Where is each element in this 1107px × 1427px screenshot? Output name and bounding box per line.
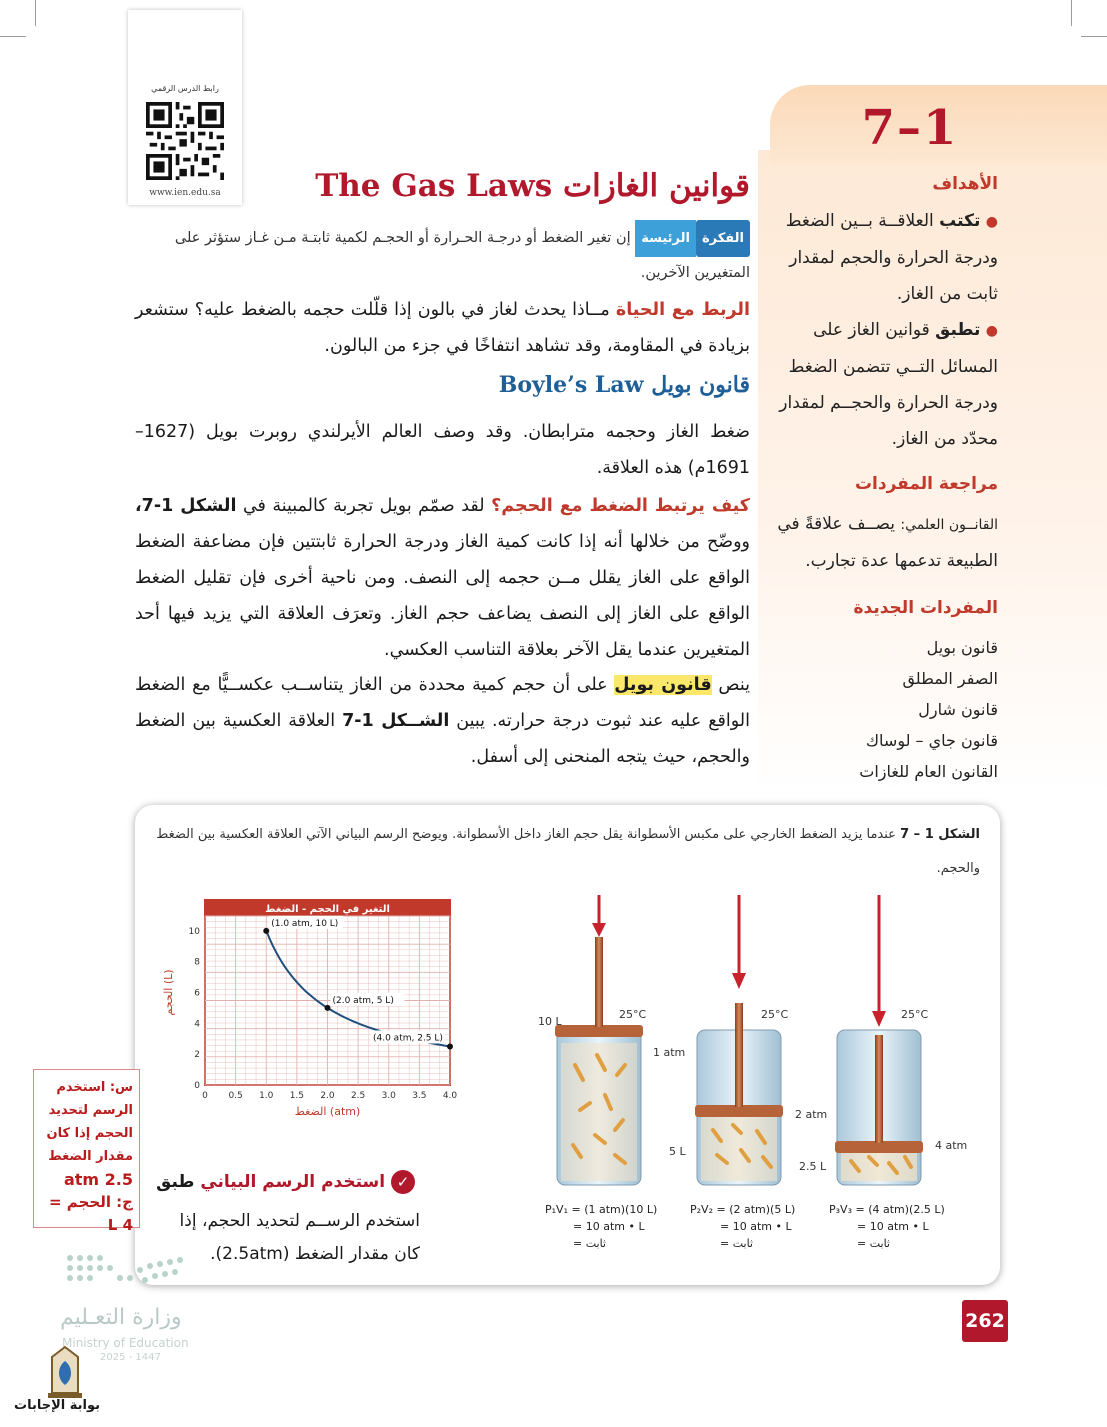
data-point	[447, 1043, 453, 1049]
use-graph-verb: استخدم	[321, 1172, 386, 1192]
x-tick-label: 2.0	[320, 1091, 335, 1101]
checkmark-icon: ✓	[391, 1170, 415, 1194]
vocab-item[interactable]: القانون العام للغازات	[859, 762, 998, 781]
paragraph-text: ووضّح من خلالها أنه إذا كانت كمية الغاز ودرجة الحرارة ثابتتين فإن مضاعفة الضغط الواقع على الغاز يقلل مــن حجمه إلى النصف. ومن ناحية أخرى فإن تقليل الضغط الواقع على الغاز إلى النصف يضاعف حجم الغاز. وتعرَف العلاقة التي يزيد فيها أحد المتغيرين عندما يقل الآخر بعلاقة التناسب العكسي.	[135, 532, 750, 660]
cylinder-equation: = ثابت	[857, 1237, 890, 1250]
portal-name[interactable]: بوابة الإجابات	[14, 1398, 100, 1413]
x-tick-label: 0	[202, 1091, 208, 1101]
vocab-item[interactable]: قانون جاي – لوساك	[865, 731, 998, 750]
figure-label: الشكل 1 – 7	[900, 827, 980, 842]
paragraph-boyle-law	[135, 667, 750, 775]
chart-title: التغير في الحجم - الضغط	[265, 904, 390, 915]
x-tick-label: 0.5	[228, 1091, 243, 1101]
real-world-paragraph	[135, 292, 750, 364]
cylinder-equation: = 10 atm • L	[857, 1220, 929, 1233]
cylinder-equation: P₃V₃ = (4 atm)(2.5 L)	[829, 1203, 945, 1216]
cylinder-equation: P₁V₁ = (1 atm)(10 L)	[545, 1203, 658, 1216]
lesson-number: 7–1	[861, 100, 959, 156]
cylinder-equation: = ثابت	[573, 1237, 606, 1250]
objective-verb: تكتب	[939, 211, 981, 231]
real-world-lead: الربط مع الحياة	[615, 300, 750, 320]
page-title: قوانين الغازات The Gas Laws	[315, 168, 750, 204]
bullet-icon: ●	[985, 323, 998, 339]
data-point	[263, 928, 269, 934]
qr-code-icon[interactable]	[146, 102, 224, 180]
figure-reference[interactable]: الشكل 1-7،	[135, 496, 237, 516]
boyle-law-term: قانون بويل	[614, 675, 712, 695]
y-tick-label: 4	[194, 1019, 200, 1030]
answer-line: ج: الحجم = 4 L	[49, 1193, 133, 1234]
review-text: يصــف علاقةً في الطبيعة تدعمها عدة تجارب.	[777, 514, 998, 571]
cylinder-equation: = 10 atm • L	[720, 1220, 792, 1233]
ministry-logo-dots-icon	[60, 1248, 200, 1298]
cylinder-volume: 2.5 L	[799, 1160, 827, 1173]
vocab-item[interactable]: الصفر المطلق	[902, 669, 998, 688]
cylinder-equation: = 10 atm • L	[573, 1220, 645, 1233]
qr-panel	[128, 10, 242, 205]
section-heading-boyle: قانون بويل Boyle’s Law	[498, 372, 750, 398]
y-tick-label: 10	[188, 926, 200, 937]
cylinder-temp: 25°C	[901, 1008, 929, 1021]
cylinder-pressure: 1 atm	[653, 1046, 686, 1059]
new-vocab-list	[800, 632, 998, 787]
y-axis-label: الحجم (L)	[162, 969, 175, 1016]
figure-caption	[150, 818, 980, 886]
figure-reference[interactable]: الشــكل 1-7	[342, 711, 450, 731]
ministry-name-arabic: وزارة التعـليم	[60, 1305, 182, 1330]
answer-line: مقدار الضغط	[48, 1149, 133, 1164]
answer-line: س: استخدم	[56, 1080, 133, 1095]
paragraph-intro: ضغط الغاز وحجمه مترابطان. وقد وصف العالم الأيرلندي روبرت بويل (1627–1691م) هذه العلاقة.	[135, 422, 750, 478]
main-idea-tag-2: الرئيسة	[635, 220, 696, 257]
x-axis-label: الضغط (atm)	[294, 1105, 361, 1118]
x-tick-label: 1.5	[289, 1091, 305, 1101]
y-tick-label: 2	[194, 1050, 200, 1061]
use-graph-heading	[155, 1170, 415, 1194]
x-tick-label: 3.5	[412, 1091, 427, 1101]
page-number: 262	[962, 1300, 1008, 1342]
vocab-item[interactable]: قانون شارل	[918, 700, 998, 719]
new-vocab-heading: المفردات الجديدة	[853, 598, 998, 618]
cylinder-temp: 25°C	[619, 1008, 647, 1021]
data-point	[325, 1005, 331, 1011]
answer-line: 2.5 atm	[63, 1170, 133, 1189]
x-tick-label: 3.0	[381, 1091, 396, 1101]
vocab-item[interactable]: قانون بويل	[926, 638, 998, 657]
use-graph-apply: طبق	[156, 1172, 195, 1192]
y-tick-label: 8	[194, 957, 200, 968]
objective-verb: تطبق	[935, 320, 981, 340]
paragraph-lead: كيف يرتبط الضغط مع الحجم؟	[491, 496, 750, 516]
cylinder-volume: 10 L	[538, 1015, 562, 1028]
y-tick-label: 6	[194, 988, 200, 999]
ministry-name-english: Ministry of Education	[62, 1336, 189, 1350]
figure-caption-text: عندما يزيد الضغط الخارجي على مكبس الأسطوانة يقل حجم الغاز داخل الأسطوانة. ويوضح الرسم البياني الآتي العلاقة العكسية بين الضغط والحجم.	[156, 827, 980, 876]
ministry-year: 2025 - 1447	[100, 1352, 161, 1363]
cylinder-2	[669, 895, 827, 1250]
review-heading: مراجعة المفردات	[854, 474, 998, 494]
real-world-text: مــاذا يحدث لغاز في بالون إذا قلّلت حجمه بالضغط عليه؟ ستشعر بزيادة في المقاومة، وقد تشاهد انتفاخًا في جزء من البالون.	[135, 300, 750, 356]
x-tick-label: 4.0	[442, 1091, 458, 1101]
review-term: القانــون العلمي:	[900, 517, 998, 533]
review-definition	[766, 506, 998, 579]
data-label: (2.0 atm, 5 L)	[332, 995, 394, 1006]
cylinder-pressure: 4 atm	[935, 1139, 968, 1152]
y-tick-label: 0	[194, 1081, 200, 1091]
paragraph-text: العلاقة العكسية بين الضغط والحجم، حيث يتجه المنحنى إلى أسفل.	[135, 711, 750, 767]
paragraph-text: لقد صمّم بويل تجربة كالمبينة في	[242, 496, 485, 516]
objective-text: العلاقــة بــين الضغط ودرجة الحرارة والحجم لمقدار ثابت من الغاز.	[785, 211, 998, 304]
x-tick-label: 2.5	[350, 1091, 366, 1101]
cylinder-1	[538, 895, 685, 1250]
cylinder-temp: 25°C	[761, 1008, 789, 1021]
cylinder-3	[799, 895, 967, 1250]
data-label: (4.0 atm, 2.5 L)	[373, 1033, 443, 1044]
cylinder-pressure: 2 atm	[795, 1108, 828, 1121]
objective-item	[766, 312, 998, 457]
main-idea-text: إن تغير الضغط أو درجـة الحـرارة أو الحجـم لكمية ثابتـة مـن غـاز ستؤثر على المتغيرين الآخرين.	[174, 230, 750, 281]
use-graph-term: الرسم البياني	[200, 1172, 316, 1192]
cylinder-equation: = ثابت	[720, 1237, 753, 1250]
objectives-heading: الأهداف	[932, 174, 998, 194]
paragraph-pressure-volume	[135, 488, 750, 668]
paragraph-text: ينص	[718, 675, 750, 695]
cylinders-illustration	[535, 895, 980, 1260]
objective-text: قوانين الغاز على المسائل التــي تتضمن الضغط ودرجة الحرارة والحجــم لمقدار محدّد من الغاز.	[779, 320, 998, 449]
main-idea-tag: الفكرة	[696, 220, 750, 257]
answer-line: الرسم لتحديد	[48, 1103, 133, 1118]
x-tick-label: 1.0	[259, 1091, 274, 1101]
data-label: (1.0 atm, 10 L)	[271, 918, 339, 929]
answer-line: الحجم إذا كان	[46, 1126, 133, 1141]
bullet-icon: ●	[985, 214, 998, 230]
qr-title: رابط الدرس الرقمي	[151, 84, 219, 93]
objective-item	[766, 203, 998, 312]
boyle-chart	[160, 895, 460, 1130]
main-idea	[135, 220, 750, 290]
use-graph-text: استخدم الرســم لتحديد الحجم، إذا كان مقدار الضغط (2.5atm).	[179, 1211, 420, 1264]
paragraph-text: على أن حجم كمية محددة من الغاز يتناســب عكســيًّا مع الضغط الواقع عليه عند ثبوت درجة حرارته. يبين	[135, 675, 750, 731]
portal-lantern-icon	[40, 1345, 90, 1400]
qr-url[interactable]: www.ien.edu.sa	[149, 188, 221, 198]
cylinder-volume: 5 L	[669, 1145, 686, 1158]
cylinder-equation: P₂V₂ = (2 atm)(5 L)	[690, 1203, 796, 1216]
answer-box	[33, 1069, 140, 1234]
